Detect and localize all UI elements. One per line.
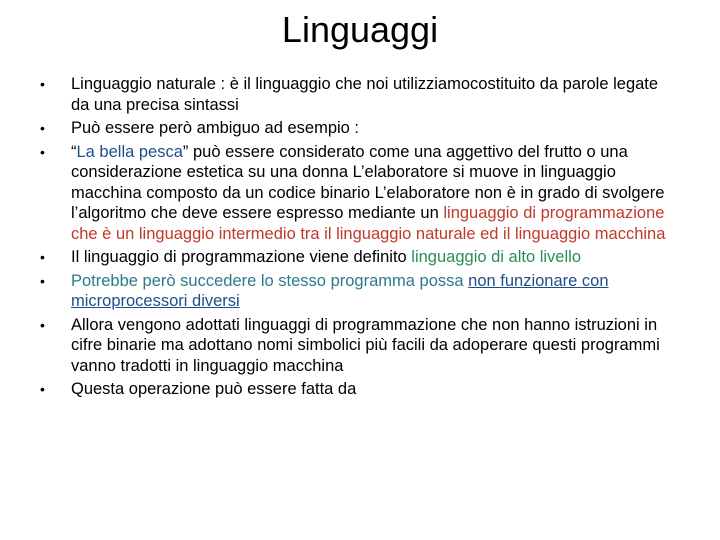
example-phrase: La bella pesca [76, 142, 183, 161]
bullet-text: Può essere però ambiguo ad esempio : [71, 119, 360, 137]
bullet-item-portability [40, 271, 680, 312]
highlighted-term: linguaggio di alto livello [411, 248, 581, 266]
bullet-item-high-level [40, 247, 680, 268]
bullet-list [40, 74, 680, 403]
bullet-item-operation [40, 379, 680, 400]
bullet-item-ambiguity [40, 118, 680, 139]
bullet-item-natural-language [40, 74, 680, 115]
bullet-text: ” può essere considerato come una aggettivo del frutto o una considerazione estetica su una donna L’elaboratore si muove in linguaggio macchina composto da un codice binario L’elaboratore non è in grado di svolgere l’algoritmo che deve essere espresso mediante un [71, 142, 665, 222]
bullet-item-translation [40, 315, 680, 377]
bullet-text: Linguaggio naturale : è il linguaggio che noi utilizziamocostituito da parole legate da una precisa sintassi [71, 75, 659, 114]
slide-title: Linguaggi [281, 9, 439, 50]
bullet-text: Il linguaggio di programmazione viene definito [71, 248, 412, 266]
highlighted-definition: linguaggio di programmazione che è un linguaggio intermedio tra il linguaggio naturale ed il linguaggio macchina [71, 204, 666, 243]
bullet-text: Questa operazione può essere fatta da [71, 380, 357, 398]
bullet-text: Allora vengono adottati linguaggi di programmazione che non hanno istruzioni in cifre binarie ma adottano nomi simbolici più facili da adoperare questi programmi vanno tradotti in linguaggio macchina [71, 315, 660, 375]
bullet-item-example [40, 142, 680, 245]
bullet-text: “ [71, 142, 77, 161]
underlined-phrase: non funzionare con microprocessori diversi [71, 271, 609, 310]
bullet-text: Potrebbe però succedere lo stesso programma possa [71, 271, 469, 290]
